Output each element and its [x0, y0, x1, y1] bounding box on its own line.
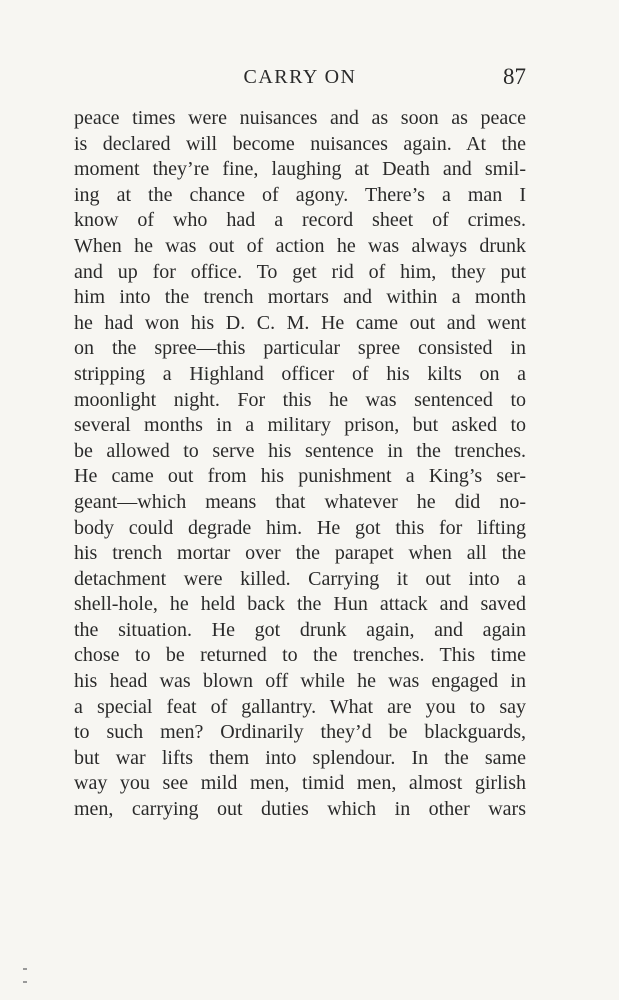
text-line: but war lifts them into splendour. In the same — [74, 746, 526, 769]
text-line: and up for office. To get rid of him, they put — [74, 260, 526, 283]
margin-mark — [23, 981, 27, 983]
text-line: a special feat of gallantry. What are you to say — [74, 695, 526, 718]
text-line: chose to be returned to the trenches. This time — [74, 644, 526, 667]
text-line: to such men? Ordinarily they’d be blackguards, — [74, 721, 526, 744]
text-line: know of who had a record sheet of crimes. — [74, 209, 526, 232]
page-number: 87 — [503, 64, 526, 89]
text-line: is declared will become nuisances again. At the — [74, 132, 526, 155]
text-line: his head was blown off while he was engaged in — [74, 670, 526, 693]
text-line: moment they’re fine, laughing at Death and smil- — [74, 158, 526, 181]
margin-mark — [23, 968, 27, 970]
text-line: his trench mortar over the parapet when all the — [74, 542, 526, 565]
text-line: moonlight night. For this he was sentenced to — [74, 388, 526, 411]
text-line: When he was out of action he was always drunk — [74, 234, 526, 257]
text-line: peace times were nuisances and as soon as peace — [74, 107, 526, 129]
text-line: geant—which means that whatever he did no- — [74, 490, 526, 513]
text-line: him into the trench mortars and within a month — [74, 286, 526, 309]
text-line: body could degrade him. He got this for lifting — [74, 516, 526, 539]
text-line: stripping a Highland officer of his kilts on a — [74, 362, 526, 385]
page-header — [74, 60, 526, 100]
text-line: ing at the chance of agony. There’s a man I — [74, 183, 526, 206]
text-line: the situation. He got drunk again, and again — [74, 618, 526, 641]
text-line: shell-hole, he held back the Hun attack and saved — [74, 593, 526, 616]
text-line: be allowed to serve his sentence in the trenches. — [74, 439, 526, 462]
running-head: CARRY ON — [243, 66, 357, 88]
text-line: on the spree—this particular spree consisted in — [74, 337, 526, 360]
text-line: men, carrying out duties which in other wars — [74, 798, 526, 821]
text-line: He came out from his punishment a King’s ser- — [74, 465, 526, 488]
text-line: way you see mild men, timid men, almost girlish — [74, 772, 526, 795]
text-line: detachment were killed. Carrying it out into a — [74, 567, 526, 590]
text-line: several months in a military prison, but asked to — [74, 414, 526, 437]
text-line: he had won his D. C. M. He came out and went — [74, 311, 526, 334]
body-text — [74, 106, 526, 823]
